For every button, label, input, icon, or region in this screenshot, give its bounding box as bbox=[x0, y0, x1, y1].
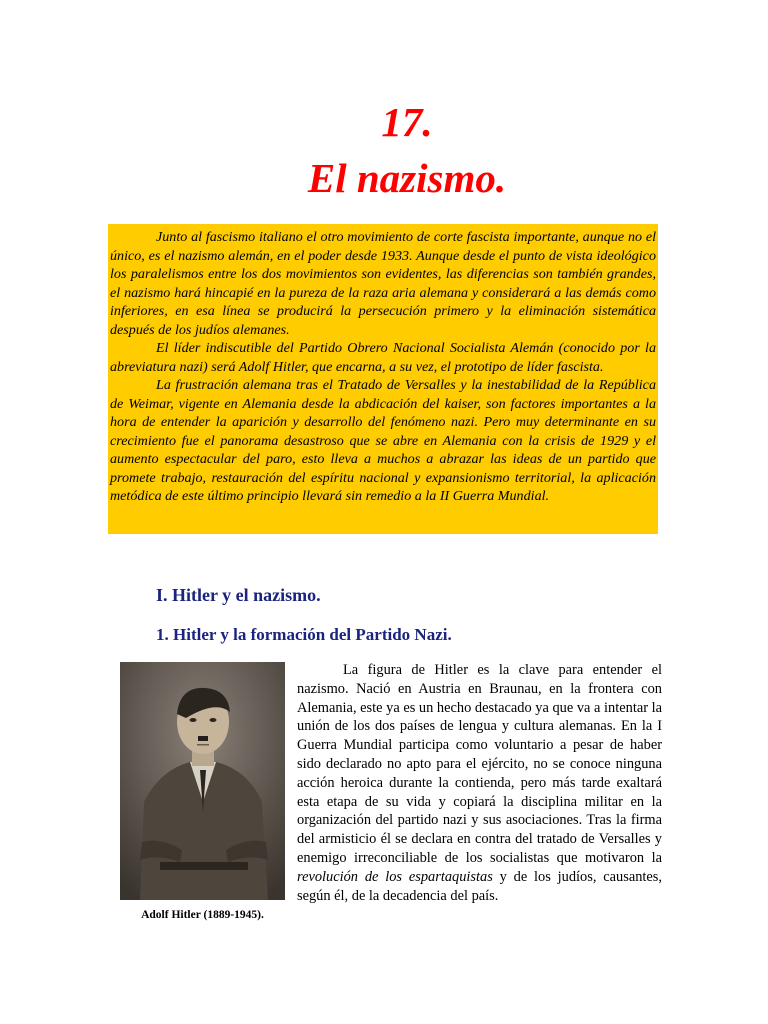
chapter-title: El nazismo. bbox=[307, 155, 507, 201]
portrait-illustration bbox=[120, 662, 285, 900]
portrait-photo bbox=[120, 662, 285, 900]
intro-paragraph-1: Junto al fascismo italiano el otro movimiento de corte fascista importante, aunque no el único, es el nazismo alemán, en el poder desde 1933. Aunque desde el punto de vista ideológico los paralelismos entre los dos movimientos son evidentes, las diferencias son también grandes, el nazismo hará hincapié en la pureza de la raza aria alemana y considerará a las demás como inferiores, en esa línea se producirá la persecución primero y la eliminación sistemática después de los judíos alemanes. bbox=[110, 229, 656, 338]
body-text-part-2: y de los judíos, causantes, según él, de la decadencia del país. bbox=[297, 868, 663, 904]
chapter-number: 17. bbox=[381, 99, 433, 145]
body-text-italic: revolución de los espartaquistas bbox=[297, 868, 493, 885]
intro-box bbox=[108, 224, 658, 534]
intro-paragraph-2: El líder indiscutible del Partido Obrero Nacional Socialista Alemán (conocido por la abreviatura nazi) será Adolf Hitler, que encarna, a su vez, el prototipo de líder fascista. bbox=[110, 340, 656, 375]
figure-caption: Adolf Hitler (1889-1945). bbox=[141, 909, 264, 921]
body-paragraph bbox=[297, 661, 662, 905]
body-text-part-1: La figura de Hitler es la clave para entender el nazismo. Nació en Austria en Braunau, en la frontera con Alemania, este ya es un hecho destacado ya que va a intentar la unión de los dos países de lengua y cultura alemanas. En la I Guerra Mundial participa como voluntario a pesar de haber sido declarado no apto para el ejército, no se conoce ninguna acción heroica durante la contienda, pero más tarde exaltará esta etapa de su vida y copiará la disciplina militar en la organización del partido nazi y sus asociaciones. Tras la firma del armisticio él se declara en contra del tratado de Versalles y enemigo irreconciliable de los socialistas que motivaron la bbox=[297, 662, 662, 866]
subsection-heading: 1. Hitler y la formación del Partido Nazi. bbox=[156, 625, 452, 644]
section-heading: I. Hitler y el nazismo. bbox=[156, 585, 321, 605]
intro-paragraph-3: La frustración alemana tras el Tratado de Versalles y la inestabilidad de la República de Weimar, vigente en Alemania desde la abdicación del kaiser, son factores importantes a la hora de entender la aparición y desarrollo del fenómeno nazi. Pero muy determinante en su crecimiento fue el panorama desastroso que se abre en Alemania con la crisis de 1929 y el aumento espectacular del paro, esto lleva a muchos a abrazar las ideas de un partido que promete trabajo, restauración del espíritu nacional y expansionismo territorial, la aplicación metódica de este último principio llevará sin remedio a la II Guerra Mundial. bbox=[110, 377, 656, 504]
